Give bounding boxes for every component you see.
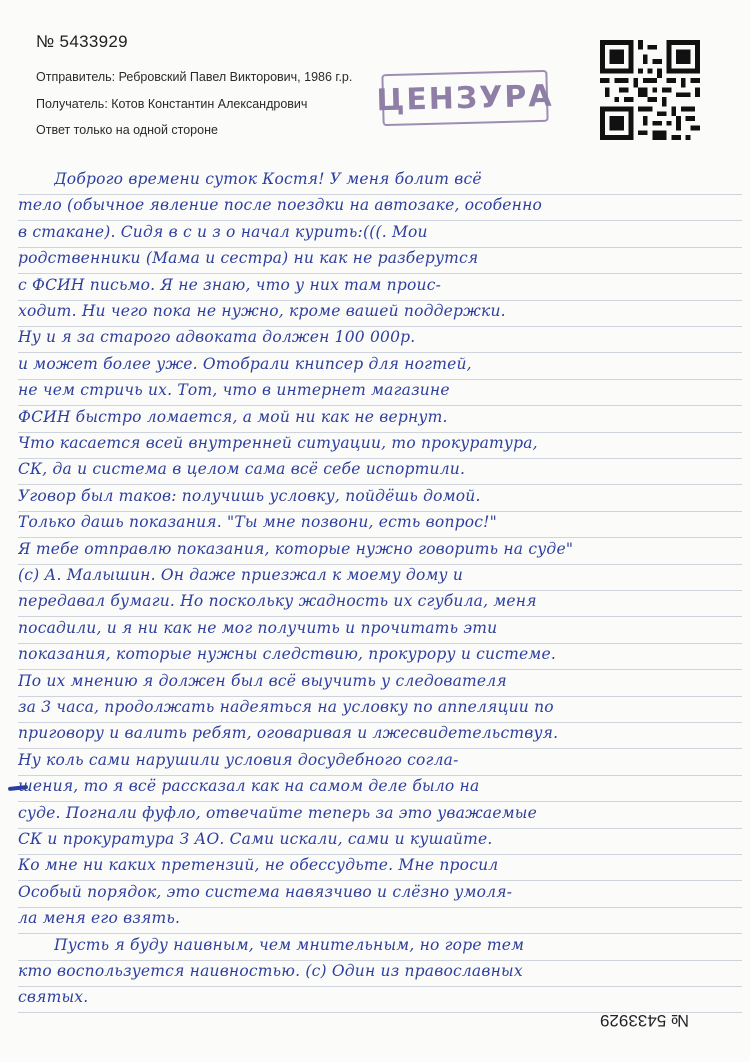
letter-line: приговору и валить ребят, оговаривая и лжесвидетельствуя. (18, 724, 559, 743)
letter-line: Особый порядок, это система навязчиво и слёзно умоля- (18, 882, 513, 901)
ruled-line (18, 326, 742, 327)
letter-line: не чем стричь их. Тот, что в интернет магазине (18, 381, 450, 400)
ruled-line (18, 748, 742, 749)
ruled-line (18, 643, 742, 644)
letter-line: ФСИН быстро ломается, а мой ни как не вернут. (18, 407, 448, 426)
ruled-line (18, 484, 742, 485)
letter-line: Ко мне ни каких претензий, не обессудьте. Мне просил (18, 856, 499, 875)
letter-line: (с) А. Малышин. Он даже приезжал к моему дому и (18, 566, 464, 584)
one-side-note: Ответ только на одной стороне (36, 123, 218, 137)
ruled-line (18, 801, 742, 802)
letter-line: суде. Погнали фуфло, отвечайте теперь за это уважаемые (18, 803, 537, 822)
ruled-line (18, 616, 742, 617)
qr-code-icon (598, 40, 702, 140)
ruled-line (18, 352, 742, 353)
ruled-line (18, 405, 742, 406)
ruled-line (18, 379, 742, 380)
letter-line: за 3 часа, продолжать надеяться на условку по аппеляции по (18, 698, 554, 716)
ruled-line (18, 564, 742, 565)
ruled-line (18, 907, 742, 908)
ruled-line (18, 458, 742, 459)
letter-line: родственники (Мама и сестра) ни как не разберутся (18, 249, 479, 268)
ruled-line (18, 933, 742, 934)
letter-line: СК и прокуратура З АО. Сами искали, сами и кушайте. (18, 830, 493, 848)
ruled-line (18, 722, 742, 723)
recipient-line: Получатель: Котов Константин Александрович (36, 97, 308, 111)
ruled-line (18, 273, 742, 274)
ruled-line (18, 300, 742, 301)
letter-line: посадили, и я ни как не мог получить и прочитать эти (18, 618, 498, 637)
ruled-line (18, 880, 742, 881)
letter-line: Пусть я буду наивным, чем мнительным, но горе тем (54, 935, 525, 954)
letter-line: Ну коль сами нарушили условия досудебного согла- (18, 750, 459, 769)
letter-line: передавал бумаги. Но поскольку жадность их сгубила, меня (18, 592, 537, 611)
letter-line: По их мнению я должен был всё выучить у следователя (18, 671, 507, 690)
sender-line: Отправитель: Ребровский Павел Викторович, 1986 г.р. (36, 70, 353, 84)
letter-line: кто воспользуется наивностью. (с) Один из православных (18, 962, 523, 980)
ruled-line (18, 590, 742, 591)
ruled-line (18, 432, 742, 433)
ruled-line (18, 194, 742, 195)
letter-line: в стакане). Сидя в с и з о начал курить:(((. Мои (18, 222, 428, 241)
letter-line: Ну и я за старого адвоката должен 100 000р. (18, 328, 416, 347)
censorship-stamp (376, 70, 554, 126)
letter-line: ходит. Ни чего пока не нужно, кроме вашей поддержки. (18, 302, 506, 320)
ruled-line (18, 828, 742, 829)
letter-line: шения, то я всё рассказал как на самом деле было на (18, 777, 480, 796)
ruled-line (18, 669, 742, 670)
letter-line: Уговор был таков: получишь условку, пойдёшь домой. (18, 486, 481, 505)
letter-line: Что касается всей внутренней ситуации, то прокуратура, (18, 434, 538, 452)
ruled-line (18, 696, 742, 697)
letter-line: святых. (18, 988, 89, 1007)
document-number-footer: № 5433929 (600, 1011, 690, 1030)
letter-line: тело (обычное явление после поездки на автозаке, особенно (18, 196, 543, 215)
letter-line: Я тебе отправлю показания, которые нужно говорить на суде" (18, 539, 574, 558)
ruled-line (18, 220, 742, 221)
letter-line: СК, да и система в целом сама всё себе испортили. (18, 460, 466, 479)
ruled-line (18, 247, 742, 248)
ruled-line (18, 986, 742, 987)
ruled-line (18, 537, 742, 538)
letter-line: и может более уже. Отобрали книпсер для ногтей, (18, 354, 472, 373)
letter-line: показания, которые нужны следствию, прокурору и системе. (18, 645, 556, 664)
letter-line: Доброго времени суток Костя! У меня болит всё (54, 170, 482, 188)
ruled-line (18, 854, 742, 855)
ruled-line (18, 511, 742, 512)
ruled-line (18, 775, 742, 776)
stamp-text: ЦЕНЗУРА (376, 78, 554, 118)
document-number: № 5433929 (36, 32, 128, 51)
ruled-line (18, 960, 742, 961)
letter-line: ла меня его взять. (18, 909, 181, 928)
letter-line: с ФСИН письмо. Я не знаю, что у них там проис- (18, 275, 442, 294)
letter-line: Только дашь показания. "Ты мне позвони, есть вопрос!" (18, 513, 497, 532)
